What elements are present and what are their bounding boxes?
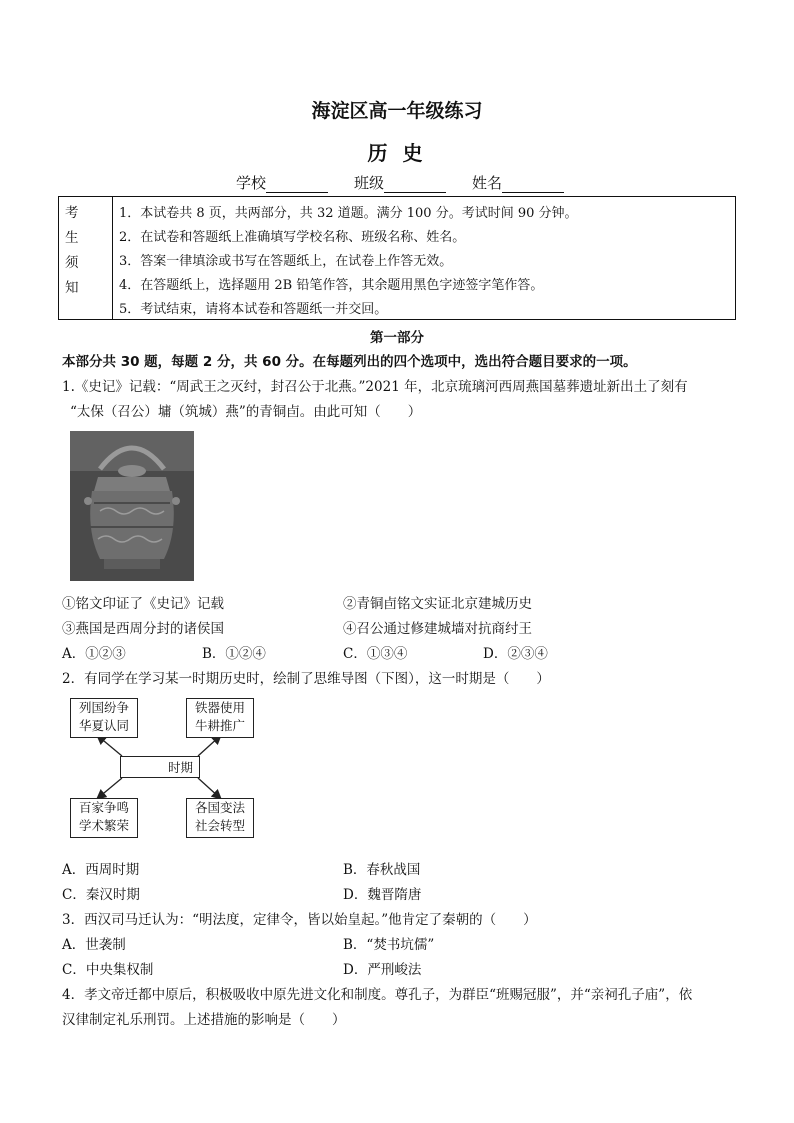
q3-option-a[interactable]: A．世袭制 <box>62 937 126 953</box>
node-line: 华夏认同 <box>78 718 129 733</box>
mind-map-node-top-left <box>70 698 138 738</box>
q2-option-d[interactable]: D．魏晋隋唐 <box>343 887 422 903</box>
class-label: 班级 <box>354 174 385 192</box>
q1-stem-line1: 1.《史记》记载：“周武王之灭纣，封召公于北燕。”2021 年，北京琉璃河西周燕国墓葬遗址新出土了刻有 <box>62 379 688 395</box>
mind-map-node-bottom-right <box>186 798 254 838</box>
q3-option-d[interactable]: D．严刑峻法 <box>343 962 422 978</box>
node-line: 百家争鸣 <box>78 800 129 815</box>
q1-statement-2: ②青铜卣铭文实证北京建城历史 <box>343 596 532 612</box>
exam-title: 海淀区高一年级练习 <box>311 100 483 122</box>
node-line: 各国变法 <box>194 800 245 815</box>
notice-item: 1．本试卷共 8 页，共两部分，共 32 道题。满分 100 分。考试时间 90 分钟。 <box>119 206 578 221</box>
notice-item: 5．考试结束，请将本试卷和答题纸一并交回。 <box>119 302 388 317</box>
notice-side-char: 知 <box>65 280 79 296</box>
notice-item: 4．在答题纸上，选择题用 2B 铅笔作答，其余题用黑色字迹签字笔作答。 <box>119 278 544 293</box>
node-line: 社会转型 <box>194 818 245 833</box>
q1-statement-1: ①铭文印证了《史记》记载 <box>62 596 224 612</box>
name-label: 姓名 <box>472 174 503 192</box>
q1-option-a[interactable]: A．①②③ <box>62 646 126 662</box>
part-instruction: 本部分共 30 题，每题 2 分，共 60 分。在每题列出的四个选项中，选出符合题目要求的一项。 <box>62 354 637 370</box>
q3-option-c[interactable]: C．中央集权制 <box>62 962 154 978</box>
q1-option-c[interactable]: C．①③④ <box>343 646 408 662</box>
node-line: 列国纷争 <box>78 700 129 715</box>
bronze-vessel-photo <box>70 431 194 581</box>
mind-map-node-top-right <box>186 698 254 738</box>
mind-map-node-bottom-left <box>70 798 138 838</box>
q3-stem: 3．西汉司马迁认为：“明法度，定律令，皆以始皇起。”他肯定了秦朝的（ ） <box>62 912 537 928</box>
node-line: 铁器使用 <box>194 700 245 715</box>
q1-stem-line2: “太保（召公）墉（筑城）燕”的青铜卣。由此可知（ ） <box>70 404 422 420</box>
name-blank <box>502 178 564 193</box>
q4-stem-line1: 4．孝文帝迁都中原后，积极吸收中原先进文化和制度。尊孔子，为群臣“班赐冠服”，并“亲祠孔子庙”，依 <box>62 987 693 1003</box>
q2-option-c[interactable]: C．秦汉时期 <box>62 887 140 903</box>
q1-statement-4: ④召公通过修建城墙对抗商纣王 <box>343 621 532 637</box>
notice-item: 3．答案一律填涂或书写在答题纸上，在试卷上作答无效。 <box>119 254 453 269</box>
student-info-row <box>236 172 590 193</box>
q1-statement-3: ③燕国是西周分封的诸侯国 <box>62 621 224 637</box>
q1-option-d[interactable]: D．②③④ <box>483 646 548 662</box>
q1-option-b[interactable]: B．①②④ <box>202 646 266 662</box>
q2-option-b[interactable]: B．春秋战国 <box>343 862 421 878</box>
node-line: 牛耕推广 <box>194 718 245 733</box>
school-blank <box>266 178 328 193</box>
q2-stem: 2．有同学在学习某一时期历史时，绘制了思维导图（下图），这一时期是（ ） <box>62 671 550 687</box>
node-line: 学术繁荣 <box>78 818 129 833</box>
subject-title: 历 史 <box>367 141 427 165</box>
notice-item: 2．在试卷和答题纸上准确填写学校名称、班级名称、姓名。 <box>119 230 466 245</box>
exam-notice-box <box>58 196 736 320</box>
notice-side-char: 生 <box>65 230 79 246</box>
notice-side-char: 须 <box>65 255 79 271</box>
q4-stem-line2: 汉律制定礼乐刑罚。上述措施的影响是（ ） <box>62 1012 346 1028</box>
q2-option-a[interactable]: A．西周时期 <box>62 862 140 878</box>
notice-side-char: 考 <box>65 205 79 221</box>
q3-option-b[interactable]: B．“焚书坑儒” <box>343 937 435 953</box>
mind-map-center-node: 时期 <box>120 756 200 778</box>
mind-map-diagram <box>66 696 266 842</box>
class-blank <box>384 178 446 193</box>
part-heading: 第一部分 <box>370 330 424 346</box>
notice-side-label <box>59 197 113 319</box>
school-label: 学校 <box>236 174 267 192</box>
bronze-you-vessel-image <box>70 431 194 581</box>
